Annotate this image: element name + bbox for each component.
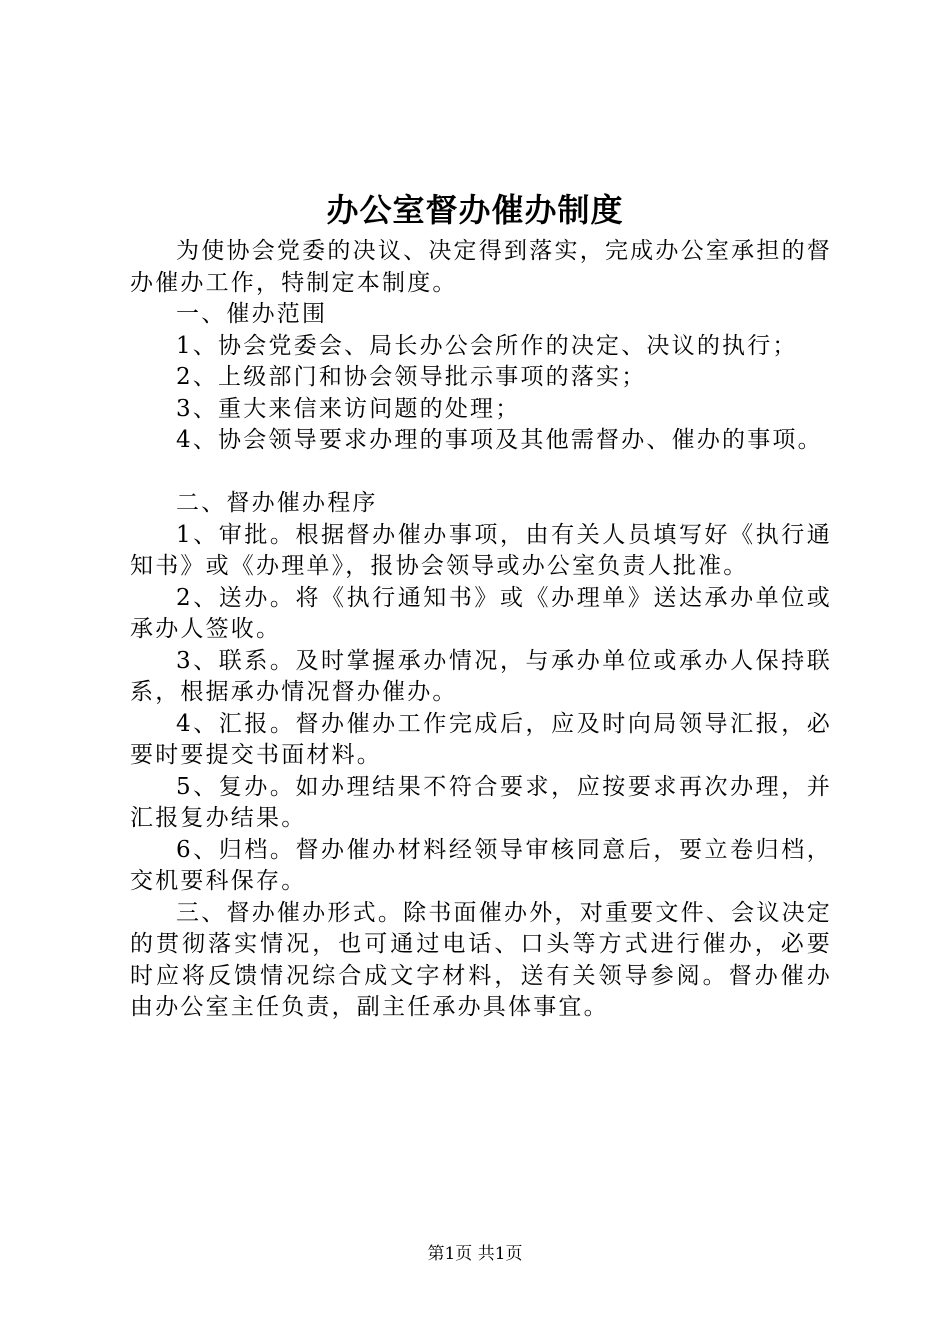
document-title: 办公室督办催办制度 xyxy=(326,191,624,229)
procedure-item-1: 1、审批。根据督办催办事项，由有关人员填写好《执行通知书》或《办理单》，报协会领导或办公室负责人批准。 xyxy=(130,521,832,579)
procedure-item-4: 4、汇报。督办催办工作完成后，应及时向局领导汇报，必要时要提交书面材料。 xyxy=(130,710,832,768)
blank-line xyxy=(130,457,832,489)
section-forms-paragraph: 三、督办催办形式。除书面催办外，对重要文件、会议决定的贯彻落实情况，也可通过电话、口头等方式进行催办，必要时应将反馈情况综合成文字材料，送有关领导参阅。督办催办由办公室主任负责，副主任承办具体事宜。 xyxy=(130,899,832,1020)
scope-item-4: 4、协会领导要求办理的事项及其他需督办、催办的事项。 xyxy=(176,427,823,453)
scope-item-1: 1、协会党委会、局长办公会所作的决定、决议的执行； xyxy=(176,332,798,359)
intro-paragraph: 为使协会党委的决议、决定得到落实，完成办公室承担的督办催办工作，特制定本制度。 xyxy=(130,238,832,296)
scope-item-3: 3、重大来信来访问题的处理； xyxy=(176,395,521,422)
procedure-item-3: 3、联系。及时掌握承办情况，与承办单位或承办人保持联系，根据承办情况督办催办。 xyxy=(130,647,832,705)
scope-item-2: 2、上级部门和协会领导批示事项的落实； xyxy=(176,364,647,390)
section-heading-scope: 一、催办范围 xyxy=(176,301,328,327)
procedure-item-5: 5、复办。如办理结果不符合要求，应按要求再次办理，并汇报复办结果。 xyxy=(130,773,832,831)
section-heading-procedure: 二、督办催办程序 xyxy=(176,490,378,516)
page-number-footer: 第1页 共1页 xyxy=(427,1244,523,1264)
procedure-item-6: 6、归档。督办催办材料经领导审核同意后，要立卷归档，交机要科保存。 xyxy=(130,836,832,894)
document-body xyxy=(130,236,832,1024)
procedure-item-2: 2、送办。将《执行通知书》或《办理单》送达承办单位或承办人签收。 xyxy=(130,584,832,642)
